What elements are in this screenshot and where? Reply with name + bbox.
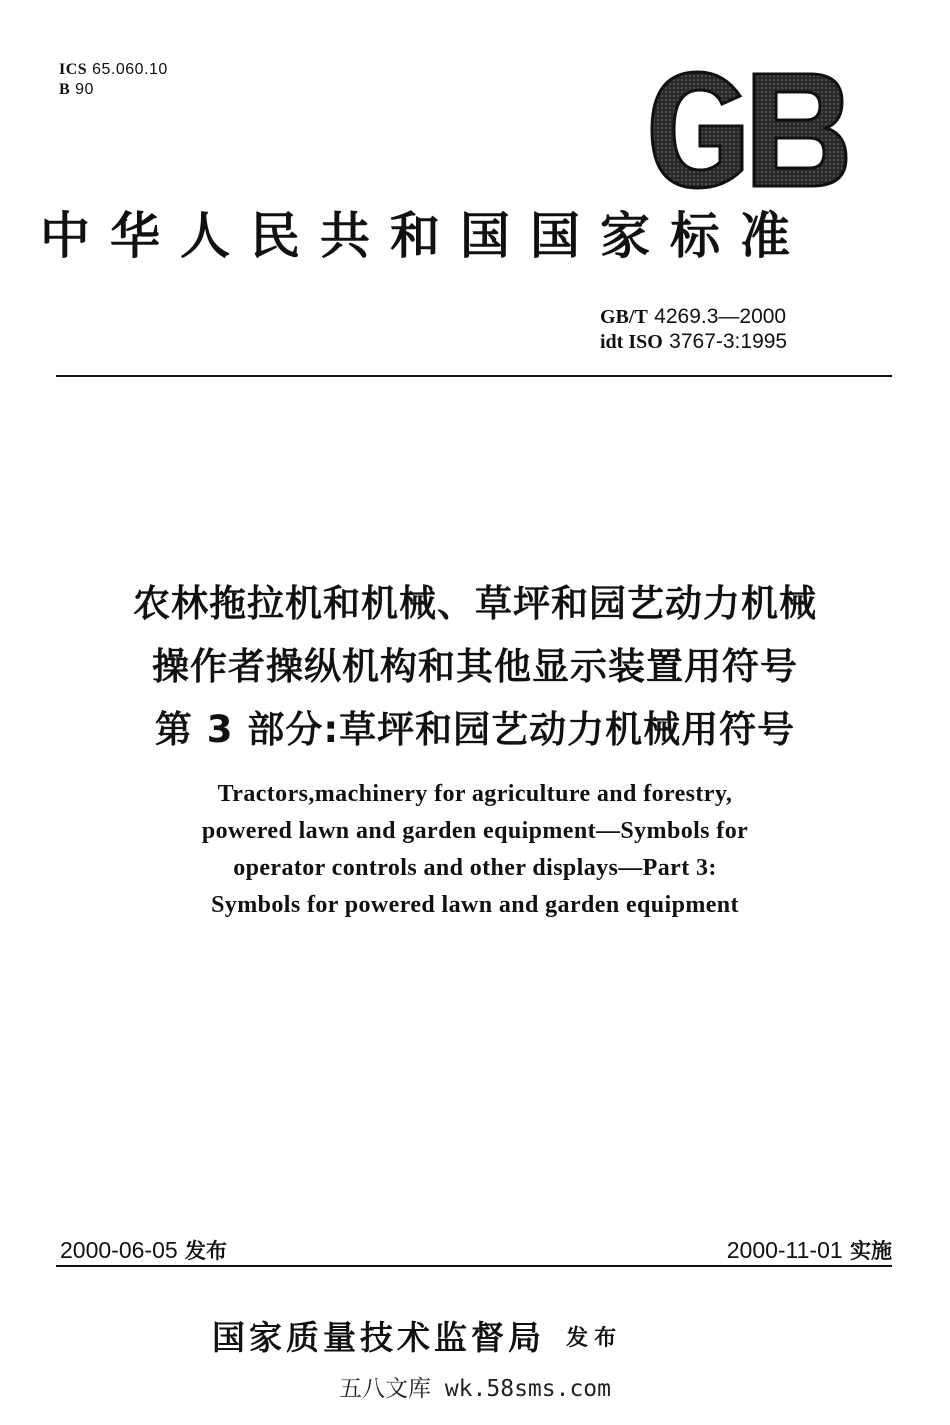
english-title-line-2: powered lawn and garden equipment—Symbols for [201, 818, 749, 844]
header-divider [56, 375, 892, 377]
implementation-date [727, 1235, 892, 1265]
standard-numbers [600, 304, 787, 354]
iso-number-line [600, 329, 787, 354]
footer-divider [56, 1265, 892, 1267]
ics-code-line [59, 60, 168, 80]
chinese-title [40, 572, 910, 761]
ccs-label: B [59, 81, 71, 98]
ccs-code: 90 [75, 81, 94, 98]
gb-logo [644, 66, 850, 194]
publisher-action: 发布 [566, 1326, 623, 1351]
gb-number-line [600, 304, 787, 329]
english-title-line-3: operator controls and other displays—Part 3: [233, 855, 717, 881]
chinese-title-line-1: 农林拖拉机和机械、草坪和园艺动力机械 [133, 582, 817, 625]
gb-logo-icon [644, 66, 850, 194]
issue-date-label: 发布 [184, 1239, 227, 1263]
classification-codes [59, 60, 168, 100]
publisher [212, 1312, 622, 1359]
gb-number: 4269.3—2000 [654, 305, 787, 328]
issue-date [60, 1235, 227, 1265]
gb-label: GB/T [600, 306, 648, 328]
english-title [60, 776, 890, 924]
iso-label: idt ISO [600, 331, 663, 353]
english-title-line-4: Symbols for powered lawn and garden equipment [211, 892, 739, 918]
implementation-date-value: 2000-11-01 [726, 1237, 843, 1263]
ics-code: 65.060.10 [92, 61, 168, 78]
national-standard-title: 中华人民共和国国家标准 [40, 206, 810, 265]
chinese-title-line-3: 第 3 部分:草坪和园艺动力机械用符号 [154, 708, 796, 751]
ccs-code-line [59, 80, 168, 100]
ics-label: ICS [59, 61, 88, 78]
publisher-organization: 国家质量技术监督局 [212, 1318, 545, 1357]
english-title-line-1: Tractors,machinery for agriculture and forestry, [217, 781, 733, 807]
iso-number: 3767-3:1995 [669, 330, 788, 353]
chinese-title-line-2: 操作者操纵机构和其他显示装置用符号 [152, 645, 798, 688]
watermark-text: 五八文库 wk.58sms.com [338, 1376, 611, 1402]
implementation-date-label: 实施 [850, 1239, 892, 1263]
issue-date-value: 2000-06-05 [60, 1237, 178, 1263]
